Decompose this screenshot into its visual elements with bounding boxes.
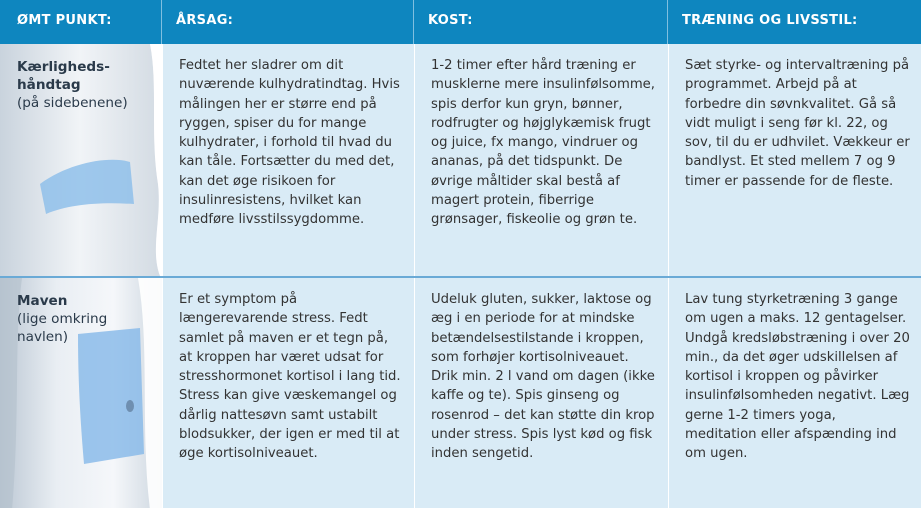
spot-note: (lige omkring navlen) [17,311,108,345]
belly-highlight [78,328,144,464]
header-spot: ØMT PUNKT: [0,0,162,44]
cause-cell: Er et symptom på længerevarende stress. Fedt samlet på maven er et tegn på, at kroppen har været udsat for stresshormonet kortisol i lang tid. Stress kan give væskemangel og dårlig nattesøvn samt ustabilt blodsukker, der igen er med til at øge kortisolniveauet. [162,278,414,508]
love-handles-torso-illustration [0,44,162,276]
table-row [0,44,921,276]
training-cell: Sæt styrke- og intervaltræning på programmet. Arbejd på at forbedre din søvnkvalitet. Gå så vidt muligt i seng før kl. 22, og sov, til du er udhvilet. Vækkeur er bandlyst. Et sted mellem 7 og 9 timer er passende for de fleste. [668,44,921,276]
header-training: TRÆNING OG LIVSSTIL: [682,13,858,28]
spot-label [17,58,128,112]
table-header [0,0,921,44]
table-row [0,276,921,508]
header-diet: KOST: [414,0,668,44]
spot-label [17,292,107,346]
cause-cell: Fedtet her sladrer om dit nuværende kulhydratindtag. Hvis målingen her er større end på ryggen, spiser du for mange kulhydrater, i forhold til hvad du kan tåle. Fortsætter du med det, kan det øge risikoen for insulinresistens, hvilket kan medføre livsstilssygdomme. [162,44,414,276]
belly-torso-illustration [0,278,162,508]
spot-title: Maven [17,293,68,309]
spot-note: (på sidebenene) [17,95,128,111]
navel-mark [126,400,134,412]
header-cause: ÅRSAG: [162,0,414,44]
diet-cell: Udeluk gluten, sukker, laktose og æg i en periode for at mindske betændelsestilstande i kroppen, som forhøjer kortisolniveauet. Drik min. 2 l vand om dagen (ikke kaffe og te). Spis ginseng og rosenrod – det kan støtte din krop under stress. Spis lyst kød og fisk inden sengetid. [414,278,668,508]
spot-title: Kærligheds- håndtag [17,59,110,93]
training-cell: Lav tung styrketræning 3 gange om ugen a maks. 12 gentagelser. Undgå kredsløbstræning i over 20 min., da det øger udskillelsen af kortisol i kroppen og påvirker insulinfølsomheden negativt. Læg gerne 1-2 timers yoga, meditation eller afspænding ind om ugen. [668,278,921,508]
diet-cell: 1-2 timer efter hård træning er musklerne mere insulinfølsomme, spis derfor kun gryn, bønner, rodfrugter og højglykæmisk frugt og juice, fx mango, vindruer og ananas, på det tidspunkt. De øvrige måltider skal bestå af magert protein, fiberrige grønsager, fiskeolie og grøn te. [414,44,668,276]
